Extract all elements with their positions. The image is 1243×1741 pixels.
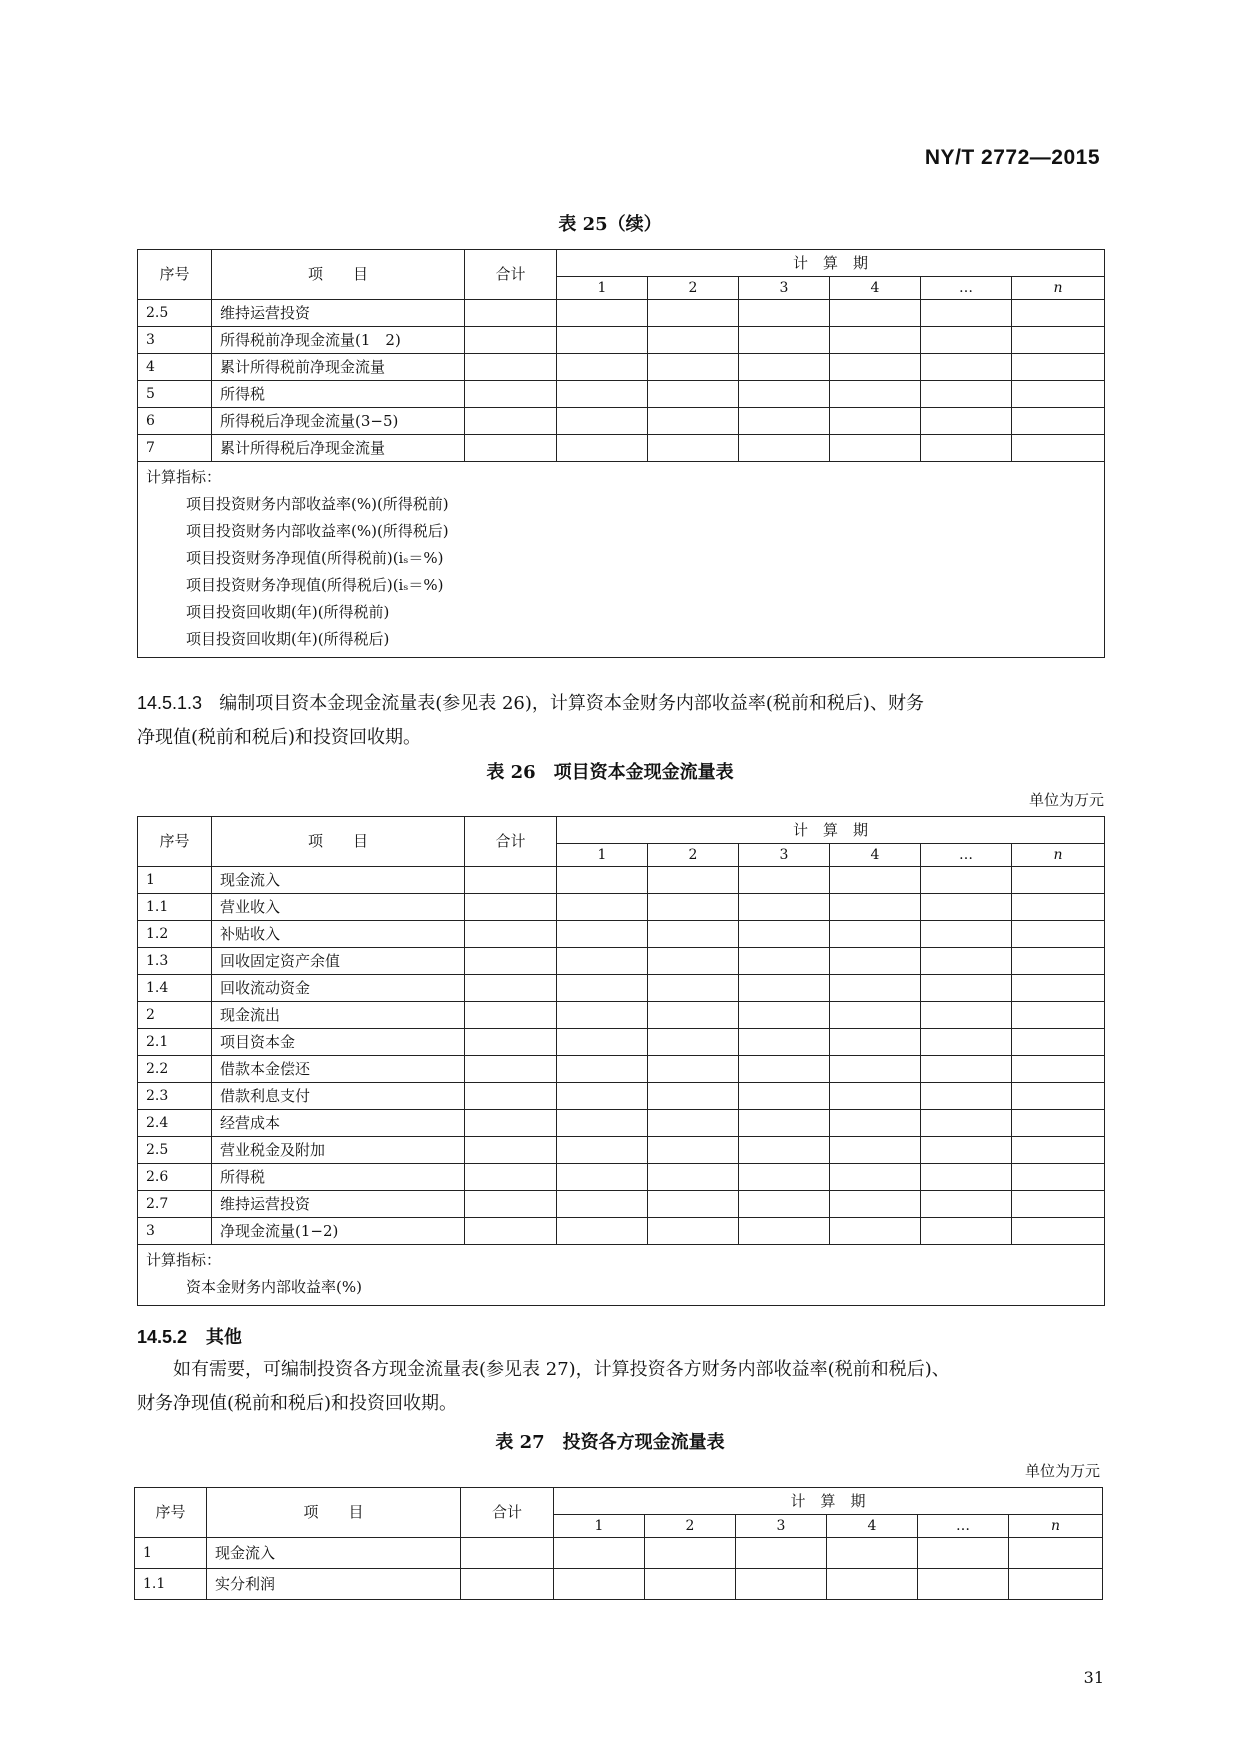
value-cell — [648, 408, 739, 435]
indicator-line: 资本金财务内部收益率(%) — [186, 1278, 362, 1296]
row-number: 2.5 — [138, 1137, 212, 1164]
value-cell — [465, 327, 557, 354]
period-col: 3 — [739, 844, 830, 867]
value-cell — [1012, 381, 1105, 408]
value-cell — [465, 1083, 557, 1110]
value-cell — [739, 435, 830, 462]
period-col: 1 — [554, 1515, 645, 1538]
value-cell — [557, 1002, 648, 1029]
table-row — [138, 921, 1105, 948]
period-col: 1 — [557, 844, 648, 867]
row-number: 6 — [138, 408, 212, 435]
row-item: 现金流出 — [212, 1002, 465, 1029]
value-cell — [921, 1110, 1012, 1137]
row-number: 2.7 — [138, 1191, 212, 1218]
value-cell — [465, 1110, 557, 1137]
table-row — [135, 1569, 1103, 1600]
value-cell — [918, 1538, 1009, 1569]
period-col: 4 — [830, 277, 921, 300]
value-cell — [1009, 1538, 1103, 1569]
table-row — [138, 1029, 1105, 1056]
table-row — [138, 894, 1105, 921]
header-total: 合计 — [465, 817, 557, 867]
value-cell — [739, 948, 830, 975]
value-cell — [830, 1191, 921, 1218]
value-cell — [739, 921, 830, 948]
table-row — [138, 381, 1105, 408]
value-cell — [921, 354, 1012, 381]
row-number: 1.2 — [138, 921, 212, 948]
value-cell — [739, 1218, 830, 1245]
period-col: 4 — [827, 1515, 918, 1538]
row-number: 2.3 — [138, 1083, 212, 1110]
value-cell — [648, 894, 739, 921]
value-cell — [1012, 1056, 1105, 1083]
period-col: 3 — [736, 1515, 827, 1538]
value-cell — [554, 1538, 645, 1569]
value-cell — [921, 1191, 1012, 1218]
row-item: 实分利润 — [207, 1569, 461, 1600]
row-number: 2 — [138, 1002, 212, 1029]
value-cell — [830, 921, 921, 948]
value-cell — [830, 1083, 921, 1110]
table-row — [138, 1218, 1105, 1245]
row-item: 项目资本金 — [212, 1029, 465, 1056]
table-row — [138, 1110, 1105, 1137]
table-row — [138, 1083, 1105, 1110]
value-cell — [739, 1029, 830, 1056]
indicator-line: 项目投资回收期(年)(所得税前) — [186, 603, 390, 621]
value-cell — [1012, 1083, 1105, 1110]
row-number: 1.3 — [138, 948, 212, 975]
value-cell — [1012, 894, 1105, 921]
table27-caption: 表 27 投资各方现金流量表 — [495, 1432, 725, 1453]
period-col: … — [921, 277, 1012, 300]
section-number: 14.5.2 — [137, 1327, 188, 1347]
table-row — [138, 1056, 1105, 1083]
value-cell — [557, 435, 648, 462]
value-cell — [557, 975, 648, 1002]
period-col: 4 — [830, 844, 921, 867]
value-cell — [1012, 948, 1105, 975]
value-cell — [1012, 1110, 1105, 1137]
value-cell — [921, 408, 1012, 435]
value-cell — [461, 1538, 554, 1569]
value-cell — [739, 354, 830, 381]
value-cell — [921, 300, 1012, 327]
value-cell — [1012, 435, 1105, 462]
value-cell — [1009, 1569, 1103, 1600]
value-cell — [921, 1218, 1012, 1245]
table-row — [138, 435, 1105, 462]
paragraph-line: 如有需要，可编制投资各方现金流量表(参见表 27)，计算投资各方财务内部收益率(税前和税后)、 — [173, 1359, 950, 1380]
header-total: 合计 — [461, 1488, 554, 1538]
value-cell — [830, 354, 921, 381]
value-cell — [921, 1029, 1012, 1056]
period-col: 2 — [648, 844, 739, 867]
section-1452-paragraph — [137, 1353, 1107, 1421]
value-cell — [557, 894, 648, 921]
row-item: 所得税后净现金流量(3−5) — [212, 408, 465, 435]
value-cell — [645, 1538, 736, 1569]
period-col: n — [1009, 1515, 1103, 1538]
value-cell — [739, 408, 830, 435]
value-cell — [648, 435, 739, 462]
value-cell — [557, 921, 648, 948]
value-cell — [830, 1164, 921, 1191]
value-cell — [1012, 867, 1105, 894]
row-number: 2.1 — [138, 1029, 212, 1056]
row-item: 维持运营投资 — [212, 300, 465, 327]
paragraph-line: 财务净现值(税前和税后)和投资回收期。 — [137, 1393, 458, 1414]
value-cell — [648, 867, 739, 894]
value-cell — [921, 1002, 1012, 1029]
value-cell — [921, 921, 1012, 948]
value-cell — [827, 1538, 918, 1569]
header-seq: 序号 — [138, 250, 212, 300]
period-col: 2 — [645, 1515, 736, 1538]
row-number: 4 — [138, 354, 212, 381]
value-cell — [1012, 1191, 1105, 1218]
value-cell — [648, 975, 739, 1002]
header-seq: 序号 — [138, 817, 212, 867]
table-row — [138, 1164, 1105, 1191]
table25-indicators — [138, 462, 1105, 658]
row-number: 3 — [138, 1218, 212, 1245]
row-number: 1.4 — [138, 975, 212, 1002]
value-cell — [921, 1056, 1012, 1083]
section-1452-heading — [137, 1323, 537, 1349]
value-cell — [465, 435, 557, 462]
value-cell — [648, 1137, 739, 1164]
table-row — [138, 300, 1105, 327]
value-cell — [921, 975, 1012, 1002]
row-number: 2.4 — [138, 1110, 212, 1137]
value-cell — [648, 300, 739, 327]
table25-caption: 表 25（续） — [558, 214, 662, 235]
value-cell — [648, 1110, 739, 1137]
value-cell — [465, 354, 557, 381]
value-cell — [465, 894, 557, 921]
value-cell — [830, 1218, 921, 1245]
value-cell — [830, 1029, 921, 1056]
table27 — [134, 1487, 1103, 1600]
period-col: 3 — [739, 277, 830, 300]
value-cell — [1012, 1218, 1105, 1245]
row-number: 1 — [135, 1538, 207, 1569]
value-cell — [830, 1002, 921, 1029]
value-cell — [465, 1029, 557, 1056]
value-cell — [648, 1029, 739, 1056]
table26 — [137, 816, 1105, 1306]
row-number: 7 — [138, 435, 212, 462]
value-cell — [557, 1110, 648, 1137]
value-cell — [736, 1569, 827, 1600]
table-row — [138, 327, 1105, 354]
value-cell — [557, 1218, 648, 1245]
table-row — [138, 1137, 1105, 1164]
value-cell — [921, 327, 1012, 354]
header-item: 项 目 — [212, 250, 465, 300]
table27-unit: 单位为万元 — [1024, 1462, 1100, 1480]
page-number: 31 — [1083, 1668, 1104, 1687]
value-cell — [465, 1218, 557, 1245]
value-cell — [557, 1029, 648, 1056]
value-cell — [921, 1137, 1012, 1164]
value-cell — [830, 300, 921, 327]
value-cell — [830, 948, 921, 975]
value-cell — [739, 1056, 830, 1083]
row-item: 补贴收入 — [212, 921, 465, 948]
row-item: 净现金流量(1−2) — [212, 1218, 465, 1245]
value-cell — [921, 381, 1012, 408]
period-col: n — [1012, 844, 1105, 867]
value-cell — [557, 327, 648, 354]
table-row — [138, 408, 1105, 435]
value-cell — [557, 381, 648, 408]
row-item: 营业税金及附加 — [212, 1137, 465, 1164]
value-cell — [739, 1164, 830, 1191]
value-cell — [1012, 1002, 1105, 1029]
value-cell — [830, 381, 921, 408]
value-cell — [830, 435, 921, 462]
table25 — [137, 249, 1105, 658]
row-item: 经营成本 — [212, 1110, 465, 1137]
value-cell — [830, 867, 921, 894]
value-cell — [557, 300, 648, 327]
header-period: 计 算 期 — [554, 1488, 1103, 1515]
period-col: 2 — [648, 277, 739, 300]
row-item: 所得税 — [212, 381, 465, 408]
period-col: n — [1012, 277, 1105, 300]
value-cell — [645, 1569, 736, 1600]
value-cell — [739, 1191, 830, 1218]
value-cell — [1012, 1029, 1105, 1056]
table-row — [138, 1002, 1105, 1029]
row-item: 回收流动资金 — [212, 975, 465, 1002]
value-cell — [830, 1056, 921, 1083]
value-cell — [1012, 921, 1105, 948]
value-cell — [830, 408, 921, 435]
value-cell — [739, 975, 830, 1002]
row-item: 累计所得税后净现金流量 — [212, 435, 465, 462]
indicators-title: 计算指标： — [146, 1251, 222, 1269]
value-cell — [557, 354, 648, 381]
value-cell — [921, 1164, 1012, 1191]
header-period: 计 算 期 — [557, 250, 1105, 277]
table-row — [138, 1191, 1105, 1218]
row-item: 借款本金偿还 — [212, 1056, 465, 1083]
value-cell — [557, 948, 648, 975]
value-cell — [739, 1083, 830, 1110]
row-number: 1.1 — [135, 1569, 207, 1600]
row-number: 2.2 — [138, 1056, 212, 1083]
value-cell — [465, 1056, 557, 1083]
value-cell — [465, 1137, 557, 1164]
header-seq: 序号 — [135, 1488, 207, 1538]
value-cell — [827, 1569, 918, 1600]
value-cell — [557, 867, 648, 894]
value-cell — [648, 1218, 739, 1245]
value-cell — [921, 1083, 1012, 1110]
value-cell — [1012, 300, 1105, 327]
value-cell — [648, 354, 739, 381]
period-col: 1 — [557, 277, 648, 300]
value-cell — [465, 921, 557, 948]
table-row — [138, 354, 1105, 381]
value-cell — [648, 948, 739, 975]
value-cell — [465, 948, 557, 975]
value-cell — [1012, 354, 1105, 381]
value-cell — [465, 381, 557, 408]
value-cell — [557, 1164, 648, 1191]
value-cell — [465, 1002, 557, 1029]
value-cell — [1012, 1164, 1105, 1191]
indicator-line: 项目投资财务净现值(所得税前)(iₛ＝%) — [186, 549, 444, 567]
row-number: 3 — [138, 327, 212, 354]
value-cell — [918, 1569, 1009, 1600]
value-cell — [557, 1056, 648, 1083]
header-total: 合计 — [465, 250, 557, 300]
value-cell — [739, 300, 830, 327]
value-cell — [465, 975, 557, 1002]
value-cell — [461, 1569, 554, 1600]
indicator-line: 项目投资财务内部收益率(%)(所得税后) — [186, 522, 449, 540]
value-cell — [557, 408, 648, 435]
value-cell — [465, 408, 557, 435]
value-cell — [1012, 1137, 1105, 1164]
section-title: 其他 — [205, 1327, 242, 1348]
row-item: 营业收入 — [212, 894, 465, 921]
standard-code: NY/T 2772—2015 — [924, 146, 1100, 169]
value-cell — [739, 867, 830, 894]
table26-caption: 表 26 项目资本金现金流量表 — [486, 762, 734, 783]
value-cell — [830, 1110, 921, 1137]
value-cell — [465, 1164, 557, 1191]
value-cell — [557, 1083, 648, 1110]
value-cell — [648, 1083, 739, 1110]
table-row — [135, 1538, 1103, 1569]
value-cell — [648, 1002, 739, 1029]
value-cell — [557, 1191, 648, 1218]
value-cell — [739, 1002, 830, 1029]
period-col: … — [918, 1515, 1009, 1538]
value-cell — [739, 894, 830, 921]
row-item: 所得税前净现金流量(1 2) — [212, 327, 465, 354]
table-row — [138, 975, 1105, 1002]
value-cell — [921, 894, 1012, 921]
indicators-title: 计算指标： — [146, 468, 222, 486]
indicator-line: 项目投资回收期(年)(所得税后) — [186, 630, 390, 648]
value-cell — [739, 1110, 830, 1137]
value-cell — [739, 327, 830, 354]
value-cell — [1012, 975, 1105, 1002]
header-item: 项 目 — [212, 817, 465, 867]
row-number: 5 — [138, 381, 212, 408]
value-cell — [648, 921, 739, 948]
header-period: 计 算 期 — [557, 817, 1105, 844]
row-item: 累计所得税前净现金流量 — [212, 354, 465, 381]
value-cell — [739, 381, 830, 408]
value-cell — [465, 867, 557, 894]
row-number: 1.1 — [138, 894, 212, 921]
row-item: 维持运营投资 — [212, 1191, 465, 1218]
value-cell — [648, 381, 739, 408]
value-cell — [465, 300, 557, 327]
row-item: 回收固定资产余值 — [212, 948, 465, 975]
value-cell — [1012, 408, 1105, 435]
value-cell — [648, 1056, 739, 1083]
value-cell — [830, 327, 921, 354]
table-row — [138, 867, 1105, 894]
value-cell — [648, 1164, 739, 1191]
value-cell — [736, 1538, 827, 1569]
row-number: 1 — [138, 867, 212, 894]
row-item: 所得税 — [212, 1164, 465, 1191]
row-item: 现金流入 — [207, 1538, 461, 1569]
row-item: 现金流入 — [212, 867, 465, 894]
value-cell — [648, 327, 739, 354]
paragraph-line: 编制项目资本金现金流量表(参见表 26)，计算资本金财务内部收益率(税前和税后)、财务 — [219, 693, 924, 714]
value-cell — [648, 1191, 739, 1218]
value-cell — [830, 1137, 921, 1164]
table-row — [138, 948, 1105, 975]
value-cell — [739, 1137, 830, 1164]
value-cell — [921, 948, 1012, 975]
table26-indicators — [138, 1245, 1105, 1306]
value-cell — [830, 894, 921, 921]
row-number: 2.5 — [138, 300, 212, 327]
period-col: … — [921, 844, 1012, 867]
row-item: 借款利息支付 — [212, 1083, 465, 1110]
value-cell — [557, 1137, 648, 1164]
section-number: 14.5.1.3 — [137, 693, 203, 713]
value-cell — [921, 867, 1012, 894]
value-cell — [830, 975, 921, 1002]
table26-unit: 单位为万元 — [1028, 791, 1104, 809]
value-cell — [465, 1191, 557, 1218]
header-item: 项 目 — [207, 1488, 461, 1538]
indicator-line: 项目投资财务内部收益率(%)(所得税前) — [186, 495, 449, 513]
value-cell — [1012, 327, 1105, 354]
indicator-line: 项目投资财务净现值(所得税后)(iₛ＝%) — [186, 576, 444, 594]
paragraph-line: 净现值(税前和税后)和投资回收期。 — [137, 727, 422, 748]
row-number: 2.6 — [138, 1164, 212, 1191]
value-cell — [921, 435, 1012, 462]
section-14513-paragraph — [137, 686, 1107, 755]
value-cell — [554, 1569, 645, 1600]
